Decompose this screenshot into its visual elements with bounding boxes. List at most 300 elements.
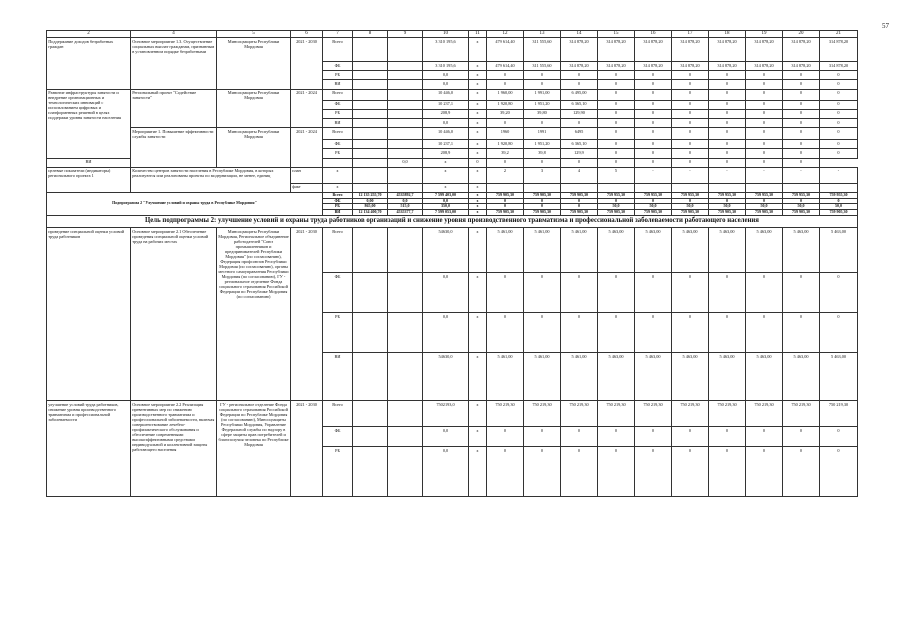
year-value: 0 xyxy=(635,149,672,158)
year-value: 314 878,20 xyxy=(598,62,635,71)
year-value: 0 xyxy=(672,100,709,109)
subprogram-title: Подпрограмма 2 "Улучшение условий и охраны труда в Республике Мордовия" xyxy=(47,192,323,215)
x-mark: х xyxy=(423,167,469,183)
year-value: 0 xyxy=(746,71,783,80)
year-value: 0 xyxy=(598,198,635,204)
year-value: 0 xyxy=(635,426,672,446)
year-value: 0 xyxy=(672,158,709,167)
column-number: 5 xyxy=(217,31,291,38)
year-value: 1960 xyxy=(487,128,524,140)
year-value: - xyxy=(746,167,783,183)
empty-cell xyxy=(388,227,423,272)
year-value: 0 xyxy=(746,198,783,204)
year-value: 0 xyxy=(487,118,524,127)
fund-source: Всего xyxy=(323,89,353,100)
year-value: 0 xyxy=(783,446,820,496)
year-value xyxy=(746,183,783,192)
year-value: 314 878,20 xyxy=(672,62,709,71)
year-value: 0 xyxy=(746,149,783,158)
year-value: 50,0 xyxy=(746,204,783,210)
year-value: 0 xyxy=(598,100,635,109)
year-value: 314 878,20 xyxy=(635,38,672,62)
column-number: 10 xyxy=(423,31,469,38)
year-value: 759 905,30 xyxy=(524,192,561,198)
total-value: 0,0 xyxy=(423,426,469,446)
fund-source: Всего xyxy=(323,227,353,272)
measure-text: Основное мероприятие 2.1 Обеспечение проведения специальной оценки условий труда на рабочих местах xyxy=(131,227,217,400)
x-mark: х xyxy=(469,312,487,352)
year-value: 750 219,30 xyxy=(524,400,561,426)
year-value: 0 xyxy=(524,158,561,167)
empty-cell xyxy=(353,149,388,158)
year-value: 0 xyxy=(487,446,524,496)
year-value: 0 xyxy=(635,80,672,89)
fund-source: РБ xyxy=(323,204,353,210)
measure-text: Региональный проект "Содействие занятости" xyxy=(131,89,217,128)
empty-cell xyxy=(353,400,388,426)
year-value: 759 955,30 xyxy=(820,192,858,198)
year-value: 314 878,20 xyxy=(561,38,598,62)
year-value: 1 920,80 xyxy=(487,140,524,149)
year-value: 0 xyxy=(709,100,746,109)
empty-cell xyxy=(353,80,388,89)
year-value: - xyxy=(635,167,672,183)
year-value xyxy=(783,183,820,192)
empty-cell xyxy=(353,38,388,62)
year-value: 314 878,20 xyxy=(709,38,746,62)
total-value: 0,0 xyxy=(423,71,469,80)
year-value: 5 461,00 xyxy=(524,227,561,272)
goal-title: Цель подпрограммы 2: улучшение условий и охраны труда работников организаций и снижение уровня производственного травматизма и профессиональной заболеваемости работающего населения xyxy=(47,215,858,227)
empty-cell xyxy=(388,183,423,192)
empty-cell xyxy=(388,149,423,158)
x-mark: х xyxy=(469,38,487,62)
total-value: 0,0 xyxy=(423,312,469,352)
year-value: 0 xyxy=(746,109,783,118)
year-value: 0 xyxy=(709,118,746,127)
year-value: 0 xyxy=(487,71,524,80)
year-value: 5 463,00 xyxy=(783,352,820,400)
x-mark: х xyxy=(469,71,487,80)
column-number: 13 xyxy=(524,31,561,38)
year-value xyxy=(487,183,524,192)
year-value: 759 955,30 xyxy=(783,192,820,198)
year-value: 0 xyxy=(598,149,635,158)
column-number: 21 xyxy=(820,31,858,38)
measure-text: Основное мероприятие 1.3. Осуществление социальных выплат гражданам, признанным в установленном порядке безработными xyxy=(131,38,217,90)
year-value: 0 xyxy=(820,198,858,204)
year-value: 0 xyxy=(820,140,858,149)
year-value: 0 xyxy=(635,100,672,109)
indicator-text: Поддержание доходов безработных граждан xyxy=(47,38,131,90)
year-value: 0 xyxy=(487,312,524,352)
column-number: 4 xyxy=(131,31,217,38)
empty-cell xyxy=(353,100,388,109)
year-value: 0 xyxy=(487,80,524,89)
year-value: 0 xyxy=(820,426,858,446)
year-value: 759 905,30 xyxy=(783,210,820,216)
x-mark: х xyxy=(469,183,487,192)
x-mark: х xyxy=(469,140,487,149)
year-value: 759 955,30 xyxy=(672,192,709,198)
empty-cell xyxy=(353,446,388,496)
x-mark: х xyxy=(469,118,487,127)
year-value: 3 xyxy=(524,167,561,183)
x-mark: х xyxy=(469,198,487,204)
empty-cell xyxy=(388,426,423,446)
year-value xyxy=(820,183,858,192)
x-mark: х xyxy=(323,183,353,192)
year-value: 0 xyxy=(746,446,783,496)
column-number: 2 xyxy=(47,31,131,38)
measure-text: Основное мероприятие 2.2 Реализация превентивных мер по снижению производственного травматизма и профессиональной заболеваемости, включая совершенствование лечебно-профилактического обслуживания и обеспечение современными высокоэффективными средствами индивидуальной и коллективной защиты работающего населения xyxy=(131,400,217,496)
year-value: 0 xyxy=(746,80,783,89)
year-value: 750 219,30 xyxy=(820,400,858,426)
year-value: 0 xyxy=(709,80,746,89)
year-value: 0 xyxy=(598,71,635,80)
fund-source: РБ xyxy=(323,312,353,352)
year-value: 314 878,20 xyxy=(746,62,783,71)
year-value: - xyxy=(783,167,820,183)
plan-fact-label: план xyxy=(291,167,323,183)
year-value: 759 905,30 xyxy=(820,210,858,216)
year-value: 750 219,30 xyxy=(487,400,524,426)
year-value: 5 461,00 xyxy=(524,352,561,400)
table-row xyxy=(47,38,858,62)
year-value: 0 xyxy=(672,198,709,204)
year-value xyxy=(635,183,672,192)
year-value: 0 xyxy=(598,446,635,496)
year-value: 39,2 xyxy=(487,149,524,158)
year-value: 6 365,10 xyxy=(561,100,598,109)
year-value: 0 xyxy=(487,158,524,167)
x-mark: х xyxy=(323,167,353,183)
value-2020: 7 599 403,00 xyxy=(423,192,469,198)
year-value: 0 xyxy=(598,80,635,89)
year-value: 0 xyxy=(487,204,524,210)
year-value: 1 920,80 xyxy=(487,100,524,109)
year-value: 50,0 xyxy=(598,204,635,210)
year-value: 759 955,30 xyxy=(635,192,672,198)
column-number: 17 xyxy=(672,31,709,38)
year-value: 314 878,20 xyxy=(672,38,709,62)
year-value: 5 463,00 xyxy=(709,227,746,272)
year-value xyxy=(598,183,635,192)
year-value: 759 905,30 xyxy=(746,210,783,216)
budget-table xyxy=(46,30,858,497)
year-value: 750 219,30 xyxy=(783,400,820,426)
year-value: 0 xyxy=(598,158,635,167)
plan-fact-label: факт xyxy=(291,183,323,192)
year-value: 0 xyxy=(783,109,820,118)
year-value: 0 xyxy=(820,89,858,100)
year-value: 0 xyxy=(635,118,672,127)
year-value: 0 xyxy=(561,198,598,204)
year-value: 0 xyxy=(524,198,561,204)
column-number-row xyxy=(47,31,858,38)
empty-cell xyxy=(353,426,388,446)
year-value: 0 xyxy=(672,80,709,89)
fund-source: РБ xyxy=(323,109,353,118)
year-value: 0 xyxy=(561,118,598,127)
year-value: - xyxy=(820,167,858,183)
year-value: 0 xyxy=(598,118,635,127)
year-value: 0 xyxy=(635,446,672,496)
empty-cell xyxy=(388,38,423,62)
x-mark: х xyxy=(469,446,487,496)
year-value: 0 xyxy=(635,198,672,204)
value-2020: 0,0 xyxy=(423,198,469,204)
value-2019: 4535377,7 xyxy=(388,210,423,216)
fund-source: Всего xyxy=(323,38,353,62)
year-value: 0 xyxy=(746,140,783,149)
fund-source: ФБ xyxy=(323,100,353,109)
fund-source: РБ xyxy=(323,149,353,158)
fund-source: РБ xyxy=(323,446,353,496)
total-value: 0,0 xyxy=(423,118,469,127)
year-value: 0 xyxy=(783,100,820,109)
fund-source: Всего xyxy=(323,192,353,198)
executor-text: ГУ - региональное отделение Фонда социального страхования Российской Федерации по Республике Мордовия (по согласованию), Минсоцзащиты Республики Мордовия, Управление Федеральной службы по надзору в сфере защиты прав потребителей и благополучия человека по Республике Мордовия xyxy=(217,400,291,496)
year-value: 0 xyxy=(709,71,746,80)
empty-cell xyxy=(388,400,423,426)
year-value: 0 xyxy=(598,140,635,149)
year-value: 0 xyxy=(487,198,524,204)
fund-source: ФБ xyxy=(323,198,353,204)
year-value: 0 xyxy=(783,272,820,312)
total-value: 0,0 xyxy=(423,272,469,312)
year-value: 0 xyxy=(672,140,709,149)
year-value: 0 xyxy=(709,128,746,140)
year-value xyxy=(672,183,709,192)
fund-source: Всего xyxy=(323,128,353,140)
year-value: 0 xyxy=(820,71,858,80)
total-value: 208,9 xyxy=(423,149,469,158)
year-value: 0 xyxy=(672,109,709,118)
x-mark: х xyxy=(423,158,469,167)
total-value: 10 446,0 xyxy=(423,89,469,100)
x-mark: х xyxy=(469,426,487,446)
year-value: 0 xyxy=(524,118,561,127)
year-value: 0 xyxy=(820,272,858,312)
year-value: 39,80 xyxy=(524,109,561,118)
year-value: 0 xyxy=(709,426,746,446)
year-value: 0 xyxy=(783,89,820,100)
year-value: 0 xyxy=(561,312,598,352)
year-value: 0 xyxy=(783,140,820,149)
year-value: 314 878,20 xyxy=(820,38,858,62)
value-2019: 4535892,7 xyxy=(388,192,423,198)
year-value: 0 xyxy=(783,312,820,352)
total-value: 12 134 400,70 xyxy=(353,210,388,216)
year-value: 0 xyxy=(820,109,858,118)
year-value: 6 365,10 xyxy=(561,140,598,149)
indicator-text: целевые показатели (индикаторы) регионального проекта 1 xyxy=(47,167,131,192)
year-value: 0 xyxy=(820,312,858,352)
year-value: 314 878,20 xyxy=(635,62,672,71)
empty-cell xyxy=(388,109,423,118)
year-value: 750 219,30 xyxy=(709,400,746,426)
year-value: 0 xyxy=(783,149,820,158)
year-value xyxy=(709,183,746,192)
year-value: 50,0 xyxy=(709,204,746,210)
fund-source: ФБ xyxy=(323,140,353,149)
table-row xyxy=(47,128,858,140)
year-value: 0 xyxy=(672,71,709,80)
year-value: 0 xyxy=(820,80,858,89)
year-value: 0 xyxy=(709,158,746,167)
fund-source: РБ xyxy=(323,71,353,80)
year-value: 311 555,60 xyxy=(524,38,561,62)
empty-cell xyxy=(353,352,388,400)
year-value: 0 xyxy=(746,89,783,100)
year-value: 0 xyxy=(672,149,709,158)
year-value: 759 905,30 xyxy=(487,210,524,216)
year-value: - xyxy=(709,167,746,183)
year-value: 0 xyxy=(524,446,561,496)
year-value: 4 xyxy=(561,167,598,183)
year-value: 0 xyxy=(635,109,672,118)
x-mark: х xyxy=(469,89,487,100)
year-value: 0 xyxy=(561,204,598,210)
year-value: 0 xyxy=(635,89,672,100)
value-2020: 350,0 xyxy=(423,204,469,210)
year-value: 479 614,40 xyxy=(487,62,524,71)
total-value: 54630,0 xyxy=(423,227,469,272)
empty-cell xyxy=(388,446,423,496)
year-value: 0 xyxy=(820,100,858,109)
empty-cell xyxy=(388,118,423,127)
year-value: 50,0 xyxy=(672,204,709,210)
column-number: 14 xyxy=(561,31,598,38)
year-value: 5 461,00 xyxy=(487,227,524,272)
year-value: 0 xyxy=(672,446,709,496)
period-text: 2021 - 2030 xyxy=(291,227,323,400)
year-value: 0 xyxy=(635,272,672,312)
year-value: 0 xyxy=(598,109,635,118)
year-value: 0 xyxy=(598,128,635,140)
executor-text: Минсоцзащиты Республики Мордовия xyxy=(217,89,291,128)
empty-cell xyxy=(353,183,388,192)
year-value: 0 xyxy=(709,312,746,352)
year-value: 5 463,00 xyxy=(672,352,709,400)
year-value: 0 xyxy=(820,446,858,496)
total-value: 3 310 195,6 xyxy=(423,62,469,71)
value-2019: 515,0 xyxy=(388,204,423,210)
year-value: 5 463,00 xyxy=(598,227,635,272)
year-value: 0 xyxy=(561,71,598,80)
year-value: 0 xyxy=(746,312,783,352)
year-value: 759 905,30 xyxy=(635,210,672,216)
year-value: 0 xyxy=(524,80,561,89)
year-value: 0 xyxy=(561,446,598,496)
total-value: 3 310 195,6 xyxy=(423,38,469,62)
year-value: 750 219,30 xyxy=(672,400,709,426)
year-value: 0 xyxy=(709,149,746,158)
year-value: 5 463,00 xyxy=(635,352,672,400)
year-value: 759 905,30 xyxy=(672,210,709,216)
x-mark: х xyxy=(469,80,487,89)
empty-cell xyxy=(323,158,353,167)
x-mark: х xyxy=(469,210,487,216)
table-row xyxy=(47,227,858,272)
year-value: 5 463,00 xyxy=(820,227,858,272)
year-value: 0 xyxy=(820,128,858,140)
x-mark: х xyxy=(469,227,487,272)
year-value xyxy=(561,183,598,192)
total-value: 10 237,1 xyxy=(423,100,469,109)
year-value: 0 xyxy=(524,426,561,446)
period-text: 2021 - 2024 xyxy=(291,128,323,168)
total-value: 865,00 xyxy=(353,204,388,210)
year-value: 1 960,00 xyxy=(487,89,524,100)
year-value: 0 xyxy=(746,272,783,312)
empty-cell xyxy=(388,80,423,89)
year-value: 0 xyxy=(672,426,709,446)
year-value: 0 xyxy=(469,158,487,167)
year-value: 314 878,20 xyxy=(709,62,746,71)
year-value: 0 xyxy=(561,426,598,446)
year-value: 750 219,30 xyxy=(598,400,635,426)
total-value: 10 237,1 xyxy=(423,140,469,149)
table-row xyxy=(47,167,858,183)
year-value: 314 878,20 xyxy=(820,62,858,71)
year-value: 0 xyxy=(709,89,746,100)
year-value: 0 xyxy=(746,426,783,446)
year-value: 5 463,00 xyxy=(672,227,709,272)
empty-cell xyxy=(388,140,423,149)
period-text: 2021 - 2030 xyxy=(291,38,323,90)
year-value: 0 xyxy=(672,312,709,352)
year-value: 0 xyxy=(746,158,783,167)
year-value: 759 905,30 xyxy=(561,210,598,216)
empty-cell xyxy=(353,71,388,80)
value-2020: 7 599 053,00 xyxy=(423,210,469,216)
year-value: 1 991,00 xyxy=(524,89,561,100)
empty-cell xyxy=(353,227,388,272)
year-value: 0 xyxy=(709,140,746,149)
year-value: 0 xyxy=(820,149,858,158)
year-value: 314 878,20 xyxy=(783,62,820,71)
year-value: 0 xyxy=(746,100,783,109)
year-value: 759 905,30 xyxy=(561,192,598,198)
year-value: 0 xyxy=(672,272,709,312)
year-value: 0 xyxy=(524,312,561,352)
year-value: 5 463,00 xyxy=(635,227,672,272)
empty-cell xyxy=(388,167,423,183)
year-value: 0 xyxy=(672,118,709,127)
year-value: 2 xyxy=(487,167,524,183)
x-mark: х xyxy=(469,167,487,183)
x-mark: х xyxy=(469,272,487,312)
year-value: 0 xyxy=(524,272,561,312)
executor-text: Минсоцзащиты Республики Мордовия xyxy=(217,128,291,168)
year-value: 759 955,30 xyxy=(746,192,783,198)
empty-cell xyxy=(388,352,423,400)
empty-cell xyxy=(353,167,388,183)
year-value: 0 xyxy=(783,118,820,127)
total-value: 54630,0 xyxy=(423,352,469,400)
x-mark: х xyxy=(423,183,469,192)
fund-source: ФБ xyxy=(323,426,353,446)
total-value: 0,0 xyxy=(423,446,469,496)
year-value: 0 xyxy=(783,198,820,204)
year-value: 0 xyxy=(524,71,561,80)
column-number: 6 xyxy=(291,31,323,38)
year-value: 750 219,30 xyxy=(561,400,598,426)
empty-cell xyxy=(353,109,388,118)
total-value: 0,00 xyxy=(353,198,388,204)
